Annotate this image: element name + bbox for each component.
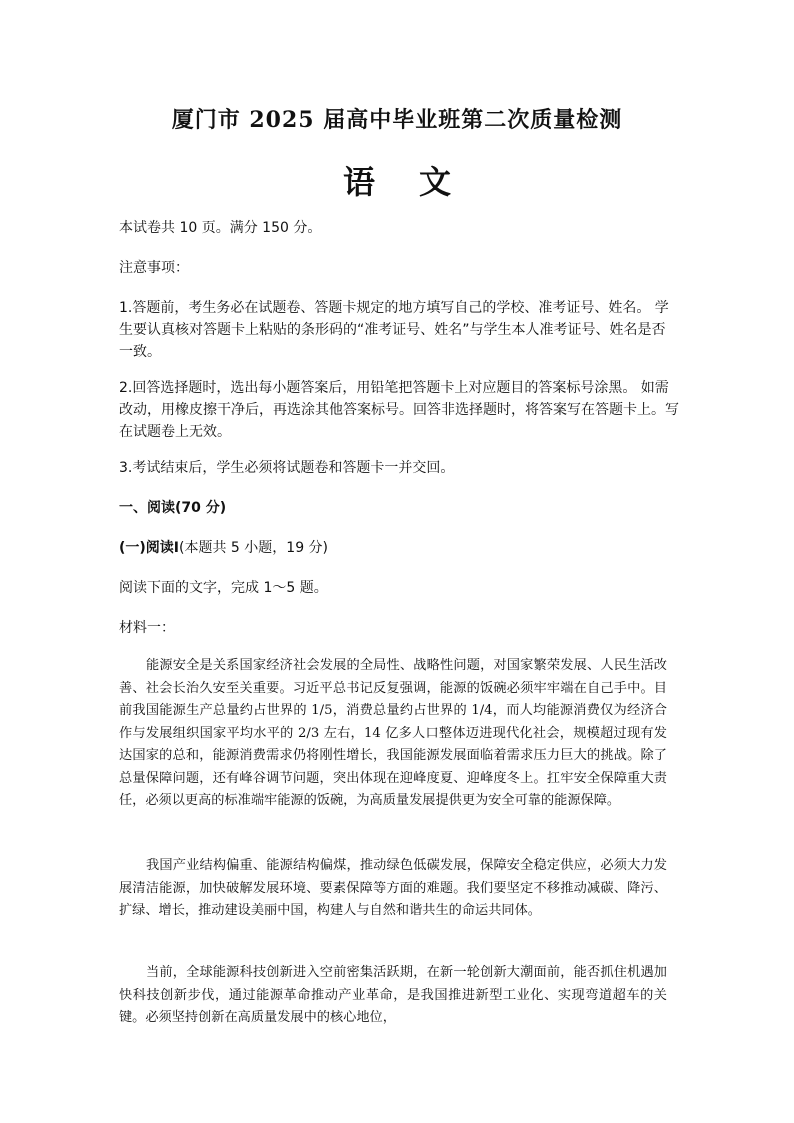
subsection-label: (一)阅读Ⅰ bbox=[119, 540, 180, 556]
note-1: 1.答题前，考生务必在试题卷、答题卡规定的地方填写自己的学校、准考证号、姓名。 学生要认真核对答题卡上粘贴的条形码的“准考证号、姓名”与学生本人准考证号、姓名是否一致。 bbox=[119, 300, 669, 360]
notes-heading: 注意事项： bbox=[119, 260, 189, 276]
passage-paragraph-2: 我国产业结构偏重、能源结构偏煤，推动绿色低碳发展，保障安全稳定供应，必须大力发展清洁能源，加快破解发展环境、要素保障等方面的难题。我们要坚定不移推动减碳、降污、扩绿、增长，推动建设美丽中国，构建人与自然和谐共生的命运共同体。 bbox=[119, 858, 667, 918]
passage-paragraph-1: 能源安全是关系国家经济社会发展的全局性、战略性问题，对国家繁荣发展、人民生活改善、社会长治久安至关重要。习近平总书记反复强调，能源的饭碗必须牢牢端在自己手中。目前我国能源生产总量约占世界的 1/5，消费总量约占世界的 1/4，而人均能源消费仅为经济合作与发展组织国家平均水平的 2/3 左右，14 亿多人口整体迈进现代化社会，规模超过现有发达国家的总和，能源消费需求仍将刚性增长，我国能源发展面临着需求压力巨大的挑战。除了总量保障问题，还有峰谷调节问题，突出体现在迎峰度夏、迎峰度冬上。扛牢安全保障重大责任，必须以更高的标准端牢能源的饭碗，为高质量发展提供更为安全可靠的能源保障。 bbox=[119, 658, 667, 808]
material-label: 材料一： bbox=[119, 620, 175, 636]
exam-summary: 本试卷共 10 页。满分 150 分。 bbox=[119, 220, 322, 236]
note-2: 2.回答选择题时，选出每小题答案后，用铅笔把答题卡上对应题目的答案标号涂黑。 如需改动，用橡皮擦干净后，再选涂其他答案标号。回答非选择题时，将答案写在答题卡上。写在试题卷上无效。 bbox=[119, 380, 679, 440]
passage-paragraph-3: 当前，全球能源科技创新进入空前密集活跃期，在新一轮创新大潮面前，能否抓住机遇加快科技创新步伐，通过能源革命推动产业革命，是我国推进新型工业化、实现弯道超车的关键。必须坚持创新在高质量发展中的核心地位， bbox=[119, 965, 667, 1025]
reading-instruction: 阅读下面的文字，完成 1～5 题。 bbox=[119, 580, 328, 596]
exam-title: 厦门市 2025 届高中毕业班第二次质量检测 bbox=[171, 107, 623, 133]
subject-title: 语文 bbox=[342, 163, 495, 201]
subsection-detail: (本题共 5 小题，19 分) bbox=[179, 540, 329, 556]
note-3: 3.考试结束后，学生必须将试题卷和答题卡一并交回。 bbox=[119, 460, 455, 476]
section-heading: 一、阅读(70 分) bbox=[119, 500, 227, 516]
subsection-heading bbox=[119, 537, 675, 559]
